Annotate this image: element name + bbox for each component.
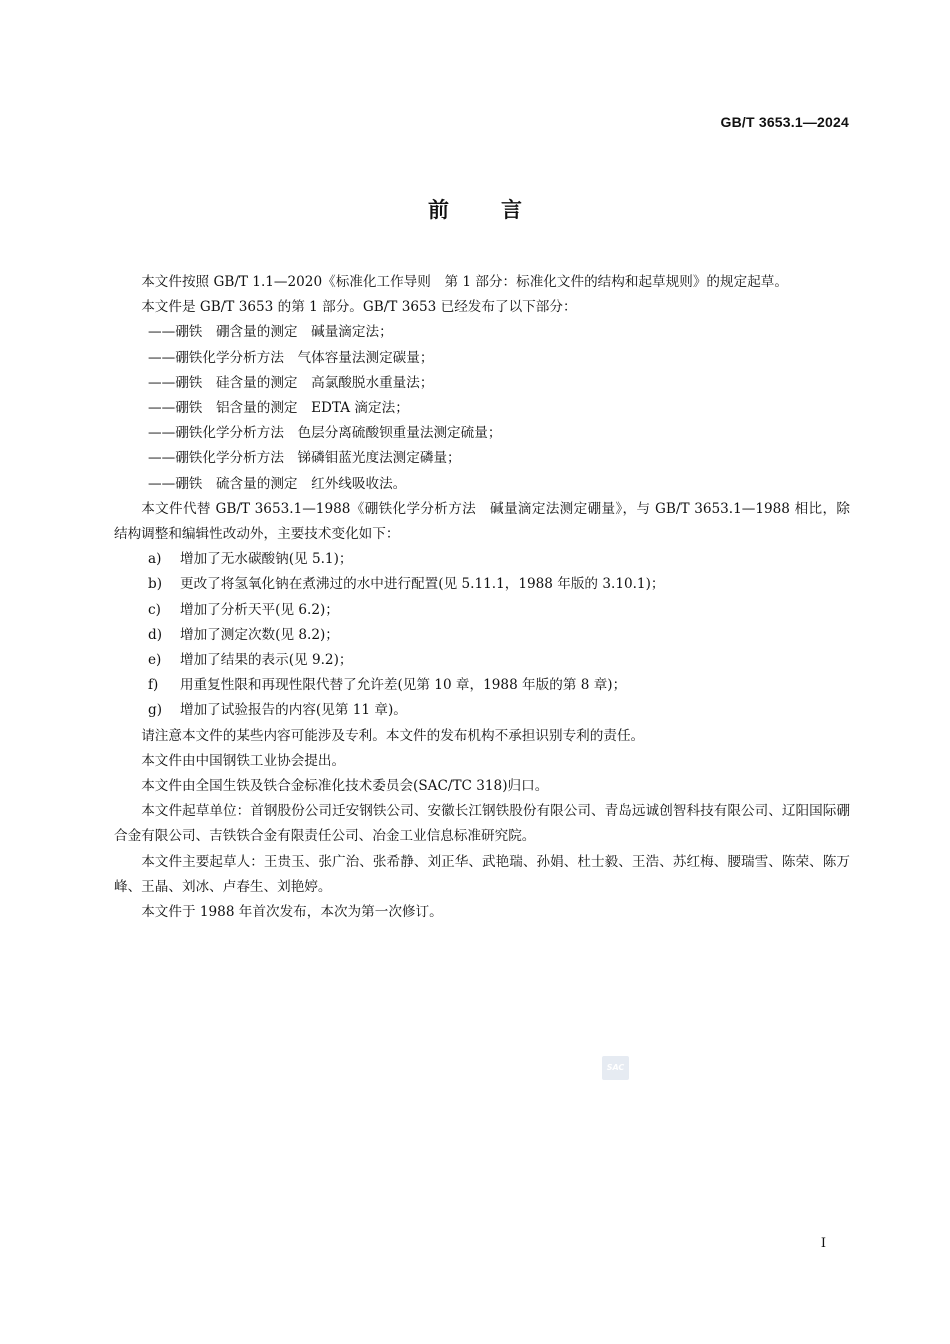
change-text: 增加了分析天平(见 6.2)； (180, 601, 339, 618)
change-item (114, 623, 850, 648)
paragraph-replacement: 本文件代替 GB/T 3653.1—1988《硼铁化学分析方法 碱量滴定法测定硼量》，与 GB/T 3653.1—1988 相比，除结构调整和编辑性改动外，主要技术变化如下： (114, 500, 850, 543)
change-text: 增加了无水碳酸钠(见 5.1)； (180, 551, 353, 568)
list-item: ——硼铁 硫含量的测定 红外线吸收法。 (148, 475, 407, 492)
change-marker: g) (148, 702, 163, 719)
change-text: 增加了结果的表示(见 9.2)； (180, 652, 353, 669)
change-item (114, 572, 850, 597)
paragraph-proposer: 本文件由中国钢铁工业协会提出。 (141, 752, 346, 769)
list-item: ——硼铁化学分析方法 色层分离硫酸钡重量法测定硫量； (148, 425, 502, 442)
paragraph-part-intro: 本文件是 GB/T 3653 的第 1 部分。GB/T 3653 已经发布了以下部分： (141, 299, 577, 316)
foreword-body (114, 270, 850, 925)
change-marker: a) (148, 551, 162, 568)
page-title: 前言 (428, 198, 574, 222)
list-item: ——硼铁化学分析方法 气体容量法测定碳量； (148, 349, 434, 366)
change-text: 更改了将氢氧化钠在煮沸过的水中进行配置(见 5.11.1，1988 年版的 3.10.1)； (180, 576, 665, 593)
standard-number: GB/T 3653.1—2024 (720, 114, 849, 130)
list-item: ——硼铁 铝含量的测定 EDTA 滴定法； (148, 400, 409, 417)
change-item (114, 598, 850, 623)
page-number: I (820, 1236, 826, 1251)
change-marker: f) (148, 677, 159, 694)
change-marker: e) (148, 652, 162, 669)
change-item (114, 547, 850, 572)
list-item: ——硼铁 硅含量的测定 高氯酸脱水重量法； (148, 374, 434, 391)
change-marker: c) (148, 601, 161, 618)
paragraph-drafting-rules: 本文件按照 GB/T 1.1—2020《标准化工作导则 第 1 部分：标准化文件的结构和起草规则》的规定起草。 (141, 274, 788, 290)
paragraph-committee: 本文件由全国生铁及铁合金标准化技术委员会(SAC/TC 318)归口。 (141, 778, 549, 795)
change-text: 增加了测定次数(见 8.2)； (180, 626, 339, 643)
paragraph-patent-notice: 请注意本文件的某些内容可能涉及专利。本文件的发布机构不承担识别专利的责任。 (141, 727, 645, 744)
change-item (114, 698, 850, 723)
change-text: 用重复性限和再现性限代替了允许差(见第 10 章，1988 年版的第 8 章)； (180, 677, 627, 694)
list-item: ——硼铁 硼含量的测定 碱量滴定法； (148, 324, 393, 341)
paragraph-drafters: 本文件主要起草人：王贵玉、张广治、张希静、刘正华、武艳瑞、孙娟、杜士毅、王浩、苏红梅、腰瑞雪、陈荣、陈万峰、王晶、刘冰、卢春生、刘艳婷。 (114, 853, 850, 895)
sac-watermark-logo: SAC (602, 1056, 629, 1080)
list-item: ——硼铁化学分析方法 锑磷钼蓝光度法测定磷量； (148, 450, 461, 467)
change-item (114, 648, 850, 673)
paragraph-history: 本文件于 1988 年首次发布，本次为第一次修订。 (141, 904, 443, 921)
paragraph-drafting-units: 本文件起草单位：首钢股份公司迁安钢铁公司、安徽长江钢铁股份有限公司、青岛远诚创智科技有限公司、辽阳国际硼合金有限公司、吉铁铁合金有限责任公司、冶金工业信息标准研究院。 (114, 803, 850, 845)
change-item (114, 673, 850, 698)
change-text: 增加了试验报告的内容(见第 11 章)。 (180, 702, 407, 719)
change-marker: d) (148, 626, 163, 643)
change-marker: b) (148, 576, 163, 593)
